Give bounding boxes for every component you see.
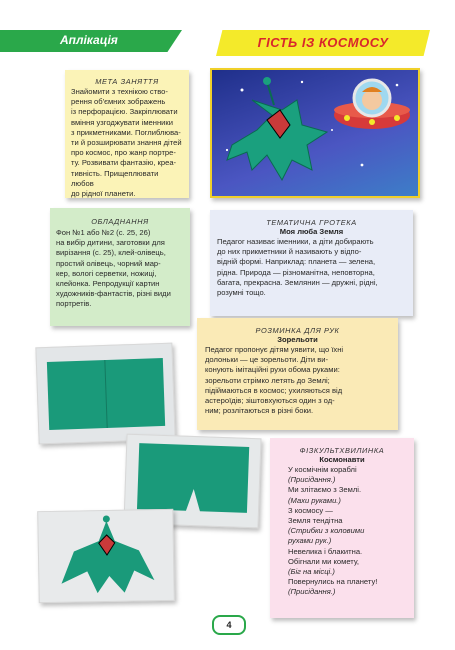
goal-title: МЕТА ЗАНЯТТЯ [95, 77, 159, 86]
page-title: ГІСТЬ ІЗ КОСМОСУ [257, 35, 389, 50]
equipment-line: на вибір дитини, заготовки для [56, 238, 165, 248]
poem-line: (Присідання.) [288, 587, 336, 597]
poem-line: Невелика і блакитна. [288, 546, 363, 556]
equipment-title: ОБЛАДНАННЯ [91, 217, 149, 226]
warmup-line: астероїдів; зіштовхуються один з од- [205, 396, 335, 406]
goal-line: ти й розширювати знання дітей [71, 138, 182, 148]
goal-line: з прикметниками. Поглиблюва- [71, 127, 181, 137]
game-line: до них прикметники й називають у відпо- [217, 247, 362, 257]
goal-line: тивність. Прищеплювати любов [71, 168, 159, 188]
game-text [210, 237, 413, 298]
goal-box [65, 70, 189, 198]
alien-illustration [210, 68, 420, 198]
poem-line: Земля тендітна [288, 516, 343, 526]
poem-line: (Біг на місці.) [288, 567, 335, 577]
equipment-text [50, 226, 190, 312]
craft-photo-folded [35, 343, 175, 445]
goal-line: із перфорацією. Закріплювати [71, 107, 178, 117]
game-line: розумні тощо. [217, 288, 266, 298]
game-line: рідна. Природа — різноманітна, неповторна, [217, 267, 375, 277]
warmup-box [197, 318, 398, 430]
equipment-line: простий олівець, чорний мар- [56, 258, 161, 268]
warmup-title: РОЗМИНКА ДЛЯ РУК [255, 326, 340, 335]
exercise-poem [270, 465, 414, 598]
goal-line: ту. Розвивати фантазію, креа- [71, 158, 177, 168]
goal-text [65, 86, 189, 200]
equipment-line: клейонка. Репродукції картин [56, 279, 160, 289]
game-line: відній формі. Наприклад: планета — зелена, [217, 257, 376, 267]
equipment-line: кер, вологі серветки, ножиці, [56, 268, 157, 278]
page-number: 4 [212, 615, 246, 635]
game-subtitle: Моя люба Земля [279, 227, 344, 236]
warmup-line: конують імітаційні рухи обома руками: [205, 365, 340, 375]
warmup-text [197, 345, 398, 416]
poem-line: Повернулись на планету! [288, 577, 378, 587]
equipment-box [50, 208, 190, 326]
exercise-title: ФІЗКУЛЬТХВИЛИНКА [299, 446, 385, 455]
folded-paper-picture [36, 344, 174, 444]
goal-line: рення об'ємних зображень [71, 97, 166, 107]
thematic-game-box [210, 210, 413, 316]
game-title: ТЕМАТИЧНА ГРОТЕКА [266, 218, 357, 227]
warmup-line: долоньки — це зорельоти. Діти ви- [205, 355, 329, 365]
poem-line: рухами рук.) [288, 536, 332, 546]
equipment-line: вирізання (с. 25), клей-олівець, [56, 248, 166, 258]
goal-line: Знайомити з технікою ство- [71, 87, 168, 96]
warmup-subtitle: Зорельоти [277, 335, 318, 344]
goal-line: про космос, про жанр портре- [71, 148, 176, 158]
equipment-line: Фон №1 або №2 (с. 25, 26) [56, 228, 151, 237]
section-label: Аплікація [60, 33, 118, 47]
poem-line: (Присідання.) [288, 475, 336, 485]
exercise-subtitle: Космонавти [319, 455, 365, 464]
exercise-box [270, 438, 414, 618]
warmup-line: ним; розлітаються в різні боки. [205, 406, 314, 416]
game-line: Педагог називає іменники, а діти добирають [217, 237, 374, 246]
equipment-line: художників-фантастів, різні види [56, 289, 171, 299]
warmup-line: Педагог пропонує дітям уявити, що їхні [205, 345, 344, 354]
goal-line: до рідної планети. [71, 189, 136, 199]
goal-line: вміння узгоджувати іменники [71, 117, 173, 127]
warmup-line: зорельоти стрімко летять до Землі; [205, 375, 330, 385]
poem-line: Ми злітаємо з Землі. [288, 485, 362, 495]
poem-line: З космосу — [288, 505, 333, 515]
equipment-line: портретів. [56, 299, 92, 309]
craft-photo-alien [37, 509, 175, 603]
alien-space-picture [212, 70, 418, 196]
poem-line: Обігнали ми комету, [288, 556, 360, 566]
poem-line: (Стрибки з коловими [288, 526, 365, 536]
warmup-line: підіймаються в космос; ухиляються від [205, 385, 343, 395]
paper-alien-picture [38, 510, 174, 602]
poem-line: У космічнім кораблі [288, 465, 357, 474]
poem-line: (Махи руками.) [288, 495, 341, 505]
game-line: багата, прекрасна. Землянин — дружні, рідні, [217, 277, 378, 287]
